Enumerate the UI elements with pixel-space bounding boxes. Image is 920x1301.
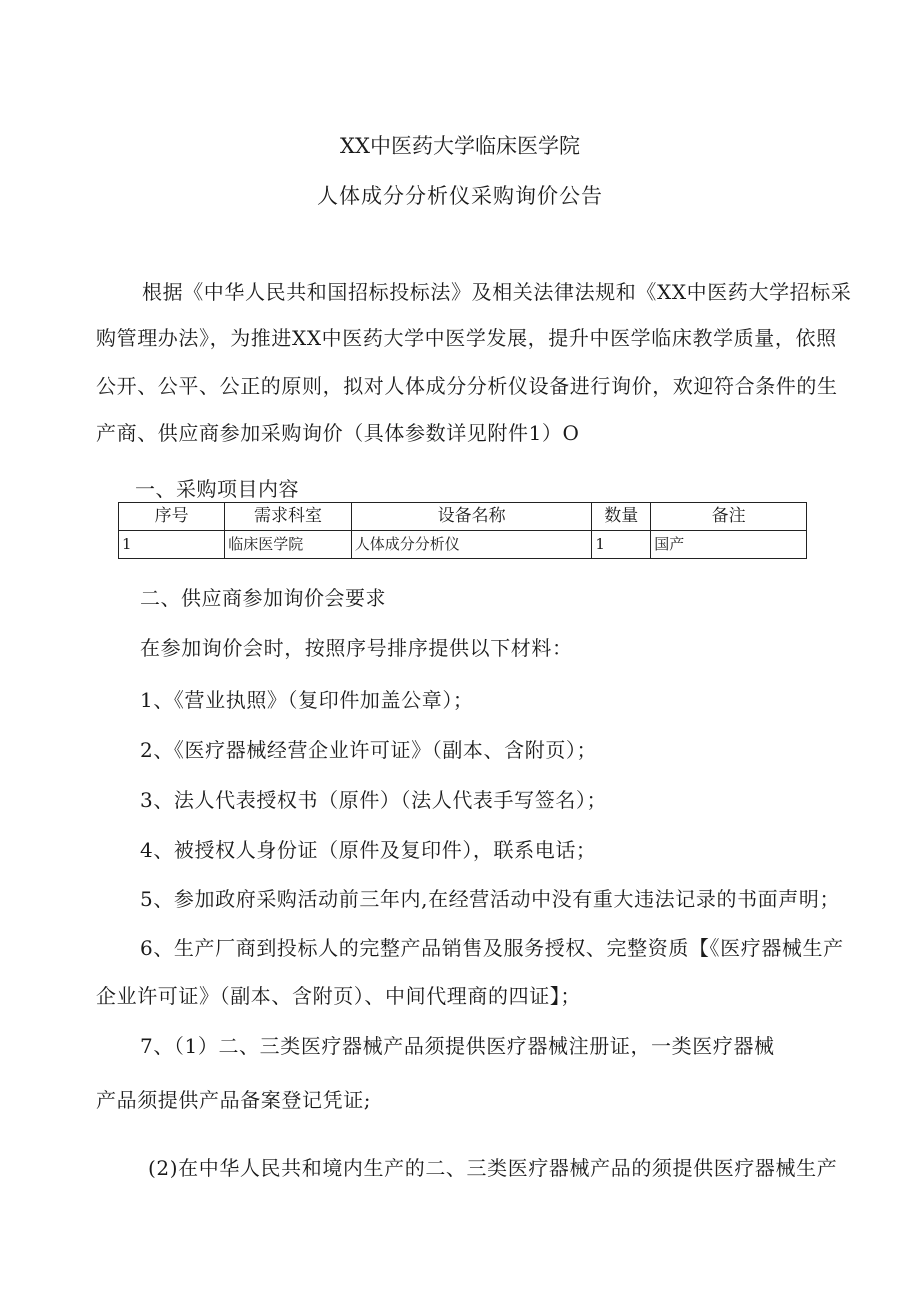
- materials-intro: 在参加询价会时，按照序号排序提供以下材料：: [140, 636, 573, 660]
- header-quantity: 数量: [592, 503, 651, 531]
- requirement-item-1: 1、《营业执照》（复印件加盖公章）；: [140, 688, 474, 712]
- requirement-item-5: 5、参加政府采购活动前三年内,在经营活动中没有重大违法记录的书面声明；: [140, 887, 841, 911]
- cell-quantity: 1: [592, 531, 651, 559]
- requirement-item-7-2: (2)在中华人民共和境内生产的二、三类医疗器械产品的须提供医疗器械生产: [148, 1156, 838, 1180]
- requirement-item-6-line-2: 企业许可证》（副本、含附页）、中间代理商的四证】；: [96, 984, 581, 1008]
- title-line-2: 人体成分分析仪采购询价公告: [317, 184, 603, 208]
- requirement-item-7-line-1: 7、（1）二、三类医疗器械产品须提供医疗器械注册证，一类医疗器械: [140, 1034, 775, 1058]
- procurement-table: [118, 502, 807, 559]
- header-remarks: 备注: [651, 503, 807, 531]
- title-line-1: XX中医药大学临床医学院: [340, 134, 580, 158]
- requirement-item-2: 2、《医疗器械经营企业许可证》（副本、含附页）；: [140, 738, 598, 762]
- header-department: 需求科室: [225, 503, 352, 531]
- intro-line-4: 产商、供应商参加采购询价（具体参数详见附件1）O: [96, 421, 580, 445]
- requirement-item-4: 4、被授权人身份证（原件及复印件），联系电话；: [140, 838, 597, 862]
- cell-index: 1: [119, 531, 225, 559]
- section-1-heading: 一、采购项目内容: [135, 477, 299, 501]
- cell-department: 临床医学院: [225, 531, 352, 559]
- requirement-item-3: 3、法人代表授权书（原件）（法人代表手写签名）；: [140, 788, 608, 812]
- table-header-row: [119, 503, 807, 531]
- header-equipment-name: 设备名称: [351, 503, 592, 531]
- cell-remarks: 国产: [651, 531, 807, 559]
- requirement-item-7-line-2: 产品须提供产品备案登记凭证;: [96, 1088, 372, 1112]
- intro-line-2: 购管理办法》，为推进XX中医药大学中医学发展，提升中医学临床教学质量，依照: [96, 326, 837, 350]
- cell-equipment-name: 人体成分分析仪: [351, 531, 592, 559]
- intro-line-1: 根据《中华人民共和国招标投标法》及相关法律法规和《XX中医药大学招标采: [142, 280, 852, 304]
- table-row: [119, 531, 807, 559]
- requirement-item-6-line-1: 6、生产厂商到投标人的完整产品销售及服务授权、完整资质【《医疗器械生产: [140, 936, 844, 960]
- header-index: 序号: [119, 503, 225, 531]
- section-2-heading: 二、供应商参加询价会要求: [140, 586, 386, 610]
- intro-line-3: 公开、公平、公正的原则，拟对人体成分分析仪设备进行询价，欢迎符合条件的生: [96, 374, 838, 398]
